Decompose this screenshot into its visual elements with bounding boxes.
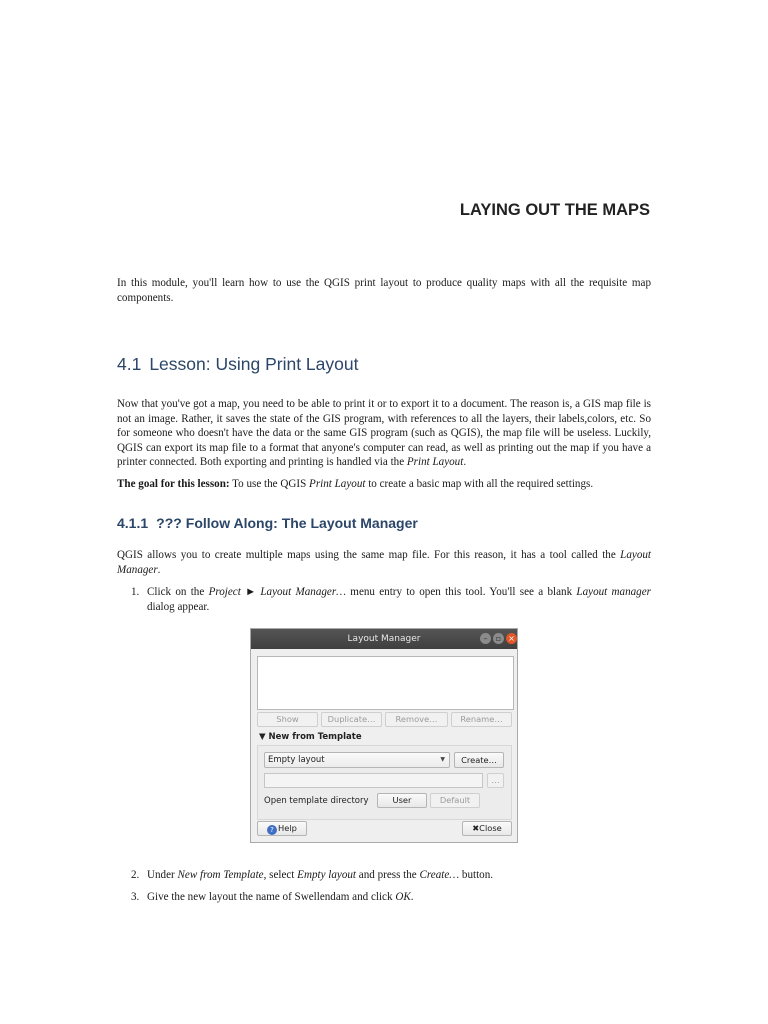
browse-button[interactable]: … [487,773,504,788]
maximize-icon[interactable]: ▫ [493,633,504,644]
subsection-number: 4.1.1 [117,515,149,531]
intro-paragraph: In this module, you'll learn how to use the QGIS print layout to produce quality maps with all the requisite map components. [117,277,651,304]
help-icon: ? [267,825,277,835]
user-button[interactable]: User [377,793,427,808]
close-button[interactable]: ✖Close [462,821,512,836]
section-title: Lesson: Using Print Layout [149,354,359,374]
minimize-icon[interactable]: – [480,633,491,644]
rename-button[interactable]: Rename… [451,712,512,727]
list-item: 2. Under New from Template, select Empty layout and press the Create… button. [131,869,494,881]
close-icon[interactable]: × [506,633,517,644]
goal-paragraph: The goal for this lesson: To use the QGIS Print Layout to create a basic map with all the required settings. [117,478,594,490]
duplicate-button[interactable]: Duplicate… [321,712,382,727]
section-heading [117,354,358,375]
template-group-toggle[interactable]: ▼ New from Template [259,732,362,742]
template-path-field[interactable] [264,773,483,788]
template-combo[interactable]: Empty layout ▼ [264,752,450,768]
close-x-icon: ✖ [472,823,480,833]
list-item: 3. Give the new layout the name of Swellendam and click OK. [131,891,414,903]
chapter-title: LAYING OUT THE MAPS [459,201,650,219]
subsection-heading [117,515,418,531]
section-number: 4.1 [117,354,142,374]
subsection-title: Follow Along: The Layout Manager [185,515,418,531]
open-template-directory-label: Open template directory [264,796,369,806]
remove-button[interactable]: Remove… [385,712,448,727]
show-button[interactable]: Show [257,712,318,727]
missing-glyphs: ??? [156,515,182,531]
triangle-down-icon: ▼ [259,732,266,742]
create-button[interactable]: Create… [454,752,504,768]
help-button[interactable]: ? Help [257,821,307,836]
layout-list[interactable] [257,656,514,710]
list-item: 1. Click on the Project ► Layout Manager… menu entry to open this tool. You'll see a blank Layout manager dialog appear. [131,586,651,613]
dialog-titlebar[interactable]: Layout Manager [251,629,517,649]
layout-manager-paragraph: QGIS allows you to create multiple maps using the same map file. For this reason, it has a tool called the Layout Manager. [117,549,651,576]
lesson-paragraph: Now that you've got a map, you need to be able to print it or to export it to a document. The reason is, a GIS map file is not an image. Rather, it saves the state of the GIS program, with references to all the layers, their labels,colors, etc. So for someone who doesn't have the data or the same GIS program (such as QGIS), the map file will be useless. Luckily, QGIS can export its map file to a format that anyone's computer can read, as well as printing out the map if you have a printer connected. Both exporting and printing is handled via the Print Layout. [117,398,651,469]
goal-label: The goal for this lesson: [117,478,230,490]
layout-manager-dialog [250,628,518,843]
default-button[interactable]: Default [430,793,480,808]
chevron-down-icon: ▼ [440,756,445,763]
